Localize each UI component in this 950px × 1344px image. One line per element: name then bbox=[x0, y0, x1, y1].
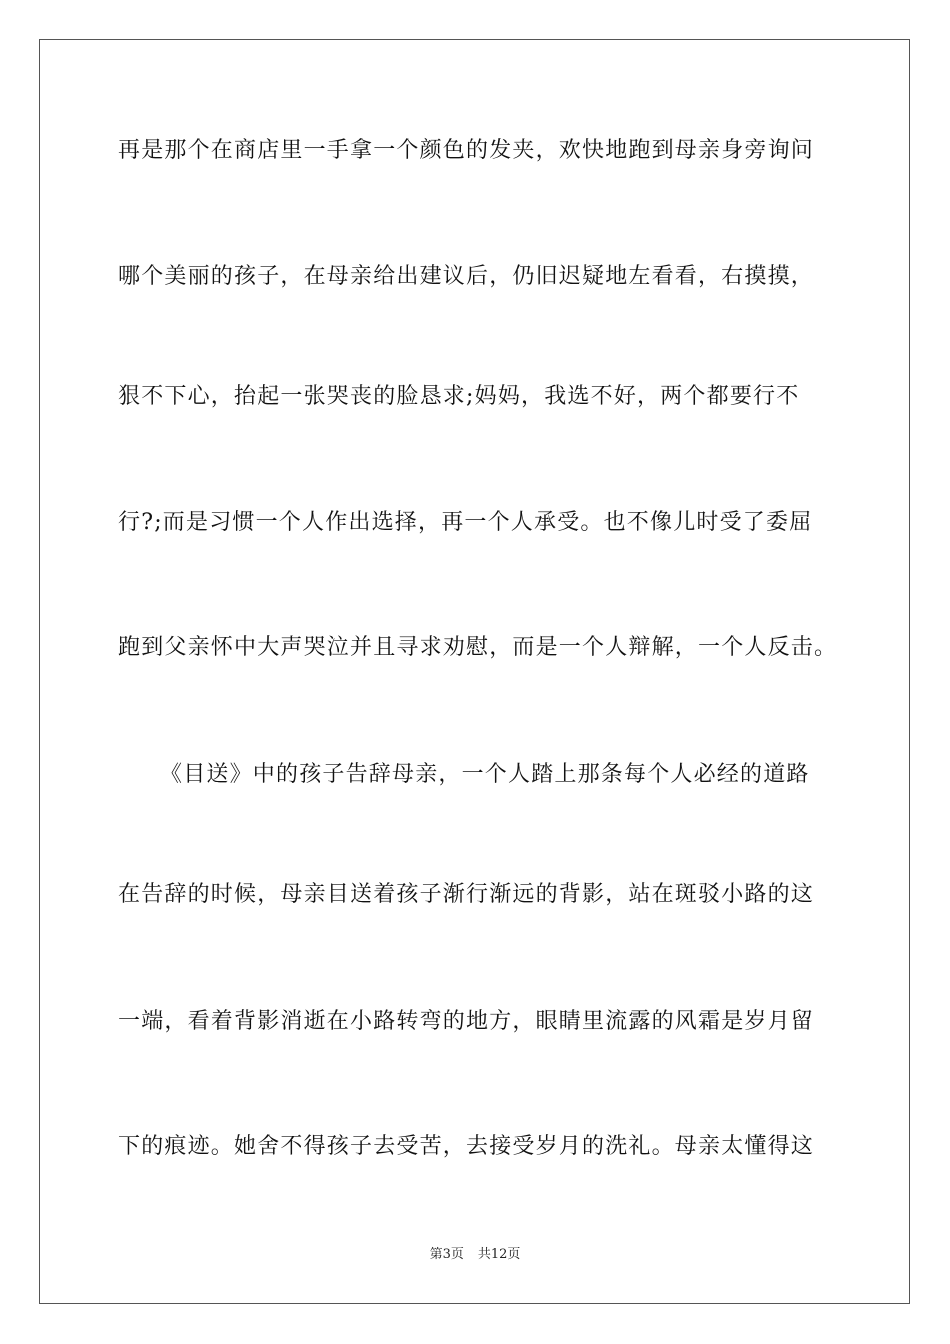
page-border bbox=[39, 39, 910, 1304]
page-number: 第3页 bbox=[429, 1247, 464, 1262]
body-line-8: 一端，看着背影消逝在小路转弯的地方，眼睛里流露的风霜是岁月留 bbox=[118, 1009, 815, 1034]
body-line-9: 下的痕迹。她舍不得孩子去受苦，去接受岁月的洗礼。母亲太懂得这 bbox=[118, 1134, 815, 1159]
body-line-5: 跑到父亲怀中大声哭泣并且寻求劝慰，而是一个人辩解，一个人反击。 bbox=[118, 635, 838, 660]
page-footer bbox=[0, 1246, 950, 1264]
body-line-2: 哪个美丽的孩子，在母亲给出建议后，仍旧迟疑地左看看，右摸摸， bbox=[118, 264, 815, 289]
body-line-7: 在告辞的时候，母亲目送着孩子渐行渐远的背影，站在斑驳小路的这 bbox=[118, 882, 815, 907]
body-line-6: 《目送》中的孩子告辞母亲，一个人踏上那条每个人必经的道路 bbox=[160, 762, 810, 787]
body-line-3: 狠不下心，抬起一张哭丧的脸恳求;妈妈，我选不好，两个都要行不 bbox=[118, 384, 800, 409]
page-total: 共12页 bbox=[477, 1247, 521, 1262]
body-line-1: 再是那个在商店里一手拿一个颜色的发夹，欢快地跑到母亲身旁询问 bbox=[118, 138, 815, 163]
body-line-4: 行?;而是习惯一个人作出选择，再一个人承受。也不像儿时受了委屈 bbox=[118, 510, 813, 535]
